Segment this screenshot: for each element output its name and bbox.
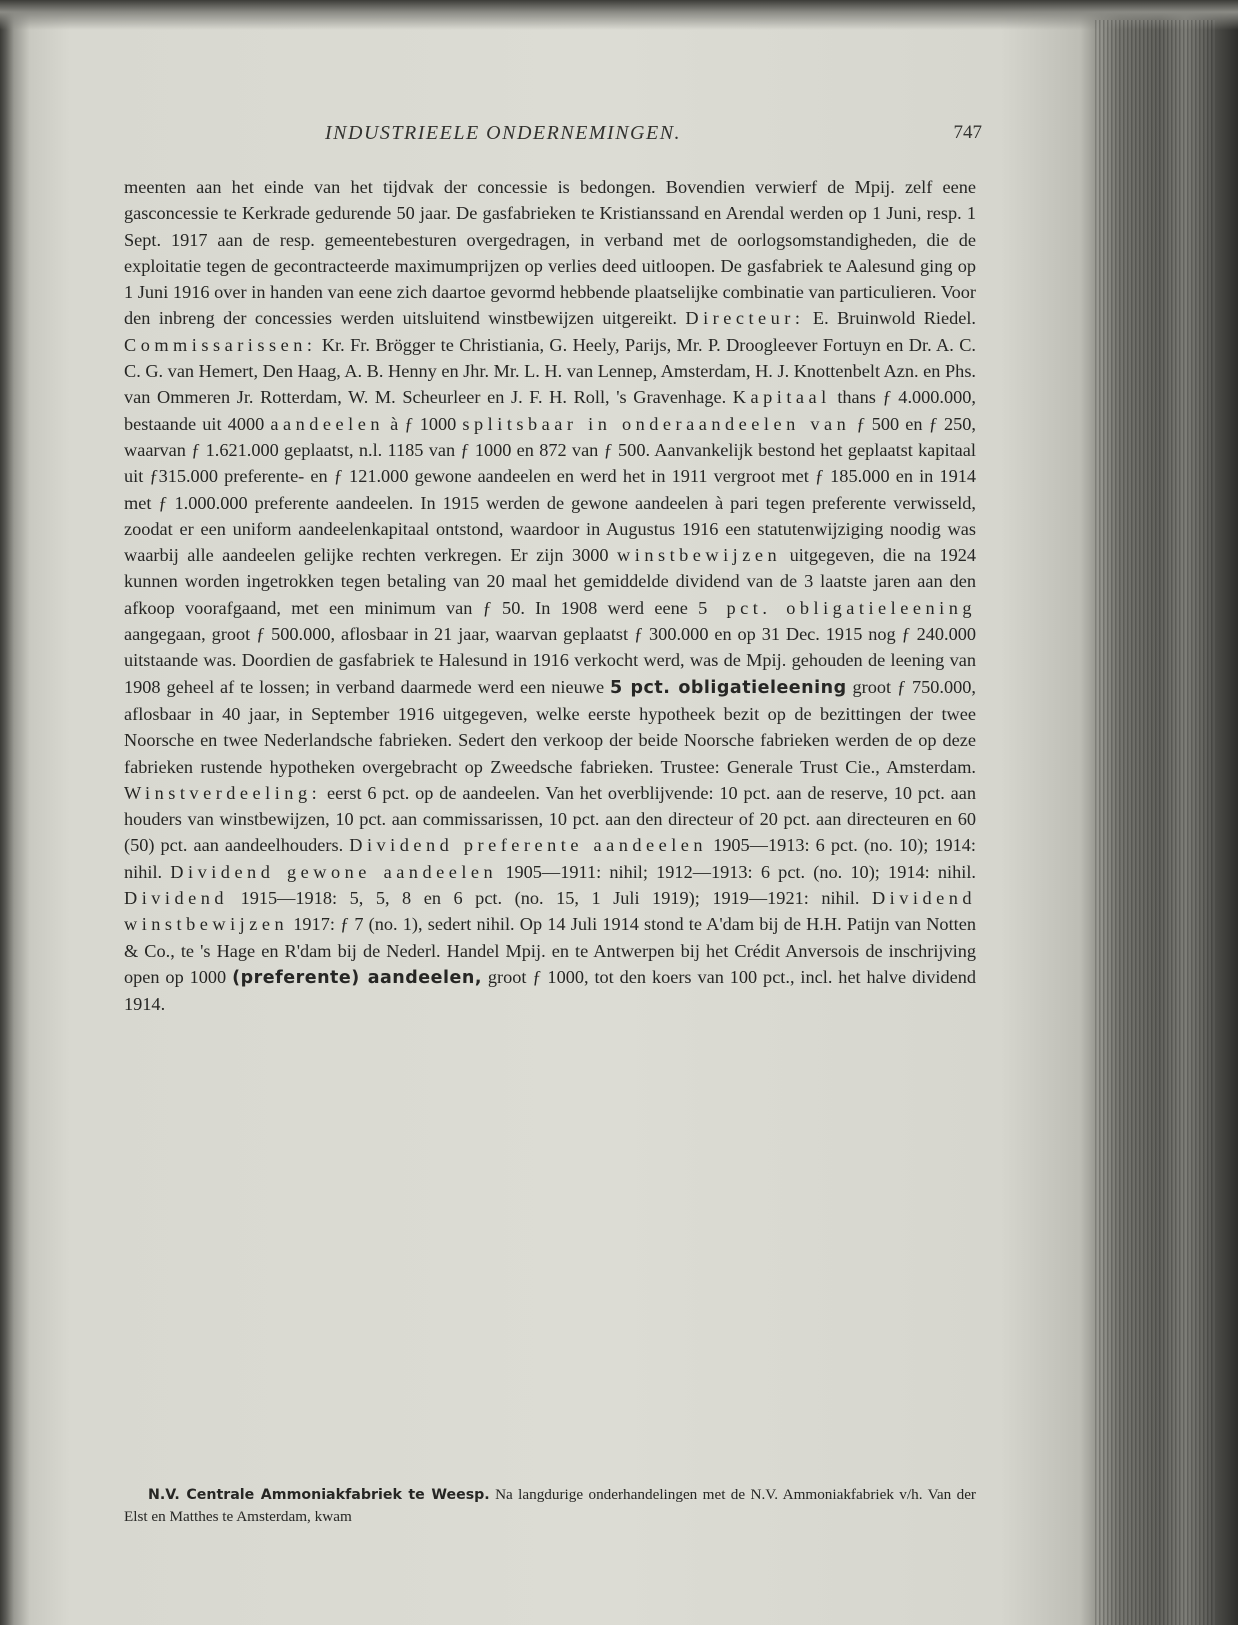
text-run: 1905—1913: 6 pct. (no. 10); 1914: nihil. [124,835,976,882]
keyword-obligatieleening-1916: 5 pct. obligatieleening [609,677,847,698]
keyword-dividend-gewone: Dividend gewone aandeelen [170,861,498,882]
text-run: eerst 6 pct. op de aandeelen. Van het overblijvende: 10 pct. aan de reserve, 10 pct. aan houders van winstbewijzen, 10 pct. aan commissarissen, 10 pct. aan den directeur of 20 pct. aan directeuren en 60 (50) pct. aan aandeelhouders. [124,782,976,856]
running-head [120,122,982,152]
text-run: groot ƒ 750.000, aflosbaar in 40 jaar, in September 1916 uitgegeven, welke eerste hypotheek bezit op de bezittingen der twee Noorsche en twee Nederlandsche fabrieken. Sedert den verkoop der beide Noorsche fabrieken werden de op deze fabrieken rustende hypotheken overgebracht op Zweedsche fabrieken. Trustee: Generale Trust Cie., Amsterdam. [124,676,976,777]
keyword-winstverdeeling: Winstverdeeling: [124,782,322,803]
text-run: 1905—1911: nihil; 1912—1913: 6 pct. (no. 10); 1914: nihil. [497,861,976,882]
text-run: ƒ 500 en ƒ 250, waarvan ƒ 1.621.000 geplaatst, n.l. 1185 van ƒ 1000 en 872 van ƒ 500. Aanvankelijk bestond het geplaatst kapitaal uit ƒ315.000 preferente- en ƒ 121.000 gewone aandeelen en werd het in 1911 vergroot met ƒ 185.000 en in 1914 met ƒ 1.000.000 preferente aandeelen. In 1915 werden de gewone aandeelen à pari tegen preferente verwisseld, zoodat er een uniform aandeelenkapitaal ontstond, waardoor in Augustus 1916 een statutenwijziging noodig was waarbij alle aandeelen gelijke rechten verkregen. Er zijn 3000 [124,413,976,566]
keyword-aandeelen: aandeelen [270,413,384,434]
text-run: Kr. Fr. Brögger te Christiania, G. Heely, Parijs, Mr. P. Droogleever Fortuyn en Dr. A. C. C. G. van Hemert, Den Haag, A. B. Henny en Jhr. Mr. L. H. van Lennep, Amsterdam, H. J. Knottenbelt Azn. en Phs. van Ommeren Jr. Rotterdam, W. M. Scheurleer en J. F. H. Roll, 's Gravenhage. [124,334,976,408]
text-run: E. Bruinwold Riedel. [804,308,976,329]
text-run: aangegaan, groot ƒ 500.000, aflosbaar in 21 jaar, waarvan geplaatst ƒ 300.000 en op 31 Dec. 1915 nog ƒ 240.000 uitstaande was. Doordien de gasfabriek te Halesund in 1916 verkocht werd, was de Mpij. gehouden de leening van 1908 geheel af te lossen; in verband daarmede werd een nieuwe [124,624,976,697]
company-entry-paragraph [124,174,976,1018]
next-entry-text: Na langdurige onderhandelingen met de N.V. Ammoniakfabriek v/h. Van der Elst en Matthes te Amsterdam, kwam [124,1486,976,1525]
text-run: 1917: ƒ 7 (no. 1), sedert nihil. Op 14 Juli 1914 stond te A'dam bij de H.H. Patijn van Notten & Co., te 's Hage en R'dam bij de Nederl. Handel Mpij. en te Antwerpen bij het Crédit Anversois de inschrijving open op 1000 [124,914,976,987]
keyword-preferente-aandeelen: (preferente) aandeelen, [232,967,483,988]
main-text-block [124,174,976,1018]
text-run: 1915—1918: 5, 5, 8 en 6 pct. (no. 15, 1 Juli 1919); 1919—1921: nihil. [228,888,872,909]
running-head-title: INDUSTRIEELE ONDERNEMINGEN. [325,122,682,144]
book-page-edges [1095,20,1215,1625]
keyword-commissarissen: Commissarissen: [124,334,317,355]
text-run: meenten aan het einde van het tijdvak der concessie is bedongen. Bovendien verwierf de Mpij. zelf eene gasconcessie te Kerkrade gedurende 50 jaar. De gasfabrieken te Kristianssand en Arendal werden op 1 Juni, resp. 1 Sept. 1917 aan de resp. gemeentebesturen overgedragen, in verband met de oorlogsomstandigheden, die de exploitatie tegen de gecontracteerde maximumprijzen op verlies deed uitloopen. De gasfabriek te Aalesund ging op 1 Juni 1916 over in handen van eene zich daartoe gevormd hebbende plaatselijke combinatie van particulieren. Voor den inbreng der concessies werden uitsluitend winstbewijzen uitgereikt. [124,177,976,329]
keyword-kapitaal: Kapitaal [732,387,831,408]
next-entry-company-name: N.V. Centrale Ammoniakfabriek te Weesp. [148,1487,490,1503]
text-run: groot ƒ 1000, tot den koers van 100 pct., incl. het halve dividend 1914. [124,966,976,1015]
text-run: thans ƒ 4.000.000, bestaande uit 4000 [124,387,976,434]
keyword-obligatieleening-1908: 5 pct. obligatieleening [698,597,976,618]
keyword-splitsbaar: splitsbaar in onderaandeelen van [462,413,851,434]
next-company-entry [124,1484,976,1527]
text-run: uitgegeven, die na 1924 kunnen worden ingetrokken tegen betaling van 20 maal het gemiddelde dividend van de 3 laatste jaren aan den afkoop voorafgaand, met een minimum van ƒ 50. In 1908 werd eene [124,545,976,618]
page-number: 747 [953,122,982,143]
keyword-directeur: Directeur: [685,308,805,329]
keyword-dividend-winstbewijzen: Dividend winstbewijzen [124,888,976,935]
keyword-dividend-preferente: Dividend preferente aandeelen [349,835,708,856]
keyword-winstbewijzen: winstbewijzen [617,545,782,566]
text-run: à ƒ 1000 [383,413,463,434]
keyword-dividend: Dividend [124,888,229,909]
top-shadow [0,0,1238,30]
